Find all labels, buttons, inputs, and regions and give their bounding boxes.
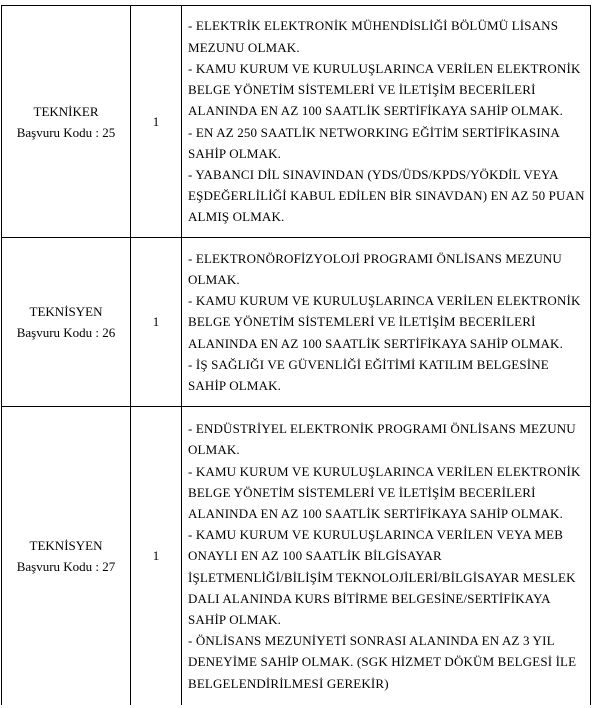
requirement-item: - ELEKTRONÖROFİZYOLOJİ PROGRAMI ÖNLİSANS MEZUNU OLMAK. [188,250,562,287]
position-title: TEKNİSYEN [29,304,103,319]
application-code: Başvuru Kodu : 26 [16,325,116,340]
requirement-item: - ÖNLİSANS MEZUNİYETİ SONRASI ALANINDA EN AZ 3 YIL DENEYİME SAHİP OLMAK. (SGK HİZMET DÖKÜM BELGESİ İLE BELGELENDİRİLMESİ GEREKİR) [188,633,577,691]
position-cell [2,238,131,407]
count-cell: 1 [131,238,182,407]
requirement-item: - KAMU KURUM VE KURULUŞLARINCA VERİLEN ELEKTRONİK BELGE YÖNETİM SİSTEMLERİ VE İLETİŞİM BECERİLERİ ALANINDA EN AZ 100 SAATLİK SERTİFİKAYA SAHİP OLMAK. [188,60,581,119]
table-row [2,407,591,706]
count-cell: 1 [131,6,182,238]
requirement-item: - KAMU KURUM VE KURULUŞLARINCA VERİLEN ELEKTRONİK BELGE YÖNETİM SİSTEMLERİ VE İLETİŞİM BECERİLERİ ALANINDA EN AZ 100 SAATLİK SERTİFİKAYA SAHİP OLMAK. [188,463,581,521]
position-title: TEKNİSYEN [29,538,103,553]
position-title: TEKNİKER [33,103,99,119]
table-row [2,238,591,407]
requirement-item: - EN AZ 250 SAATLİK NETWORKING EĞİTİM SERTİFİKASINA SAHİP OLMAK. [188,124,560,161]
requirements-cell [182,407,591,706]
requirement-item: - İŞ SAĞLIĞI VE GÜVENLİĞİ EĞİTİMİ KATILIM BELGESİNE SAHİP OLMAK. [188,356,549,393]
requirements-cell [182,238,591,407]
application-code: Başvuru Kodu : 27 [16,559,116,574]
position-cell [2,6,131,238]
requirement-item: - KAMU KURUM VE KURULUŞLARINCA VERİLEN VEYA MEB ONAYLI EN AZ 100 SAATLİK BİLGİSAYAR İŞLETMENLİĞİ/BİLİŞİM TEKNOLOJİLERİ/BİLGİSAYAR MESLEK DALI ALANINDA KURS BİTİRME BELGESİNE/SERTİFİKAYA SAHİP OLMAK. [188,527,576,627]
requirement-item: - KAMU KURUM VE KURULUŞLARINCA VERİLEN ELEKTRONİK BELGE YÖNETİM SİSTEMLERİ VE İLETİŞİM BECERİLERİ ALANINDA EN AZ 100 SAATLİK SERTİFİKAYA SAHİP OLMAK. [188,293,581,351]
requirements-cell [182,6,591,238]
table-row [2,6,591,238]
positions-table [1,5,591,705]
requirement-item: - YABANCI DİL SINAVINDAN (YDS/ÜDS/KPDS/YÖKDİL VEYA EŞDEĞERLİLİĞİ KABUL EDİLEN BİR SINAVDAN) EN AZ 50 PUAN ALMIŞ OLMAK. [188,166,585,225]
position-cell [2,407,131,706]
count-cell: 1 [131,407,182,706]
requirement-item: - ENDÜSTRİYEL ELEKTRONİK PROGRAMI ÖNLİSANS MEZUNU OLMAK. [188,421,576,458]
application-code: Başvuru Kodu : 25 [16,124,116,140]
requirement-item: - ELEKTRİK ELEKTRONİK MÜHENDİSLİĞİ BÖLÜMÜ LİSANS MEZUNU OLMAK. [188,18,559,55]
